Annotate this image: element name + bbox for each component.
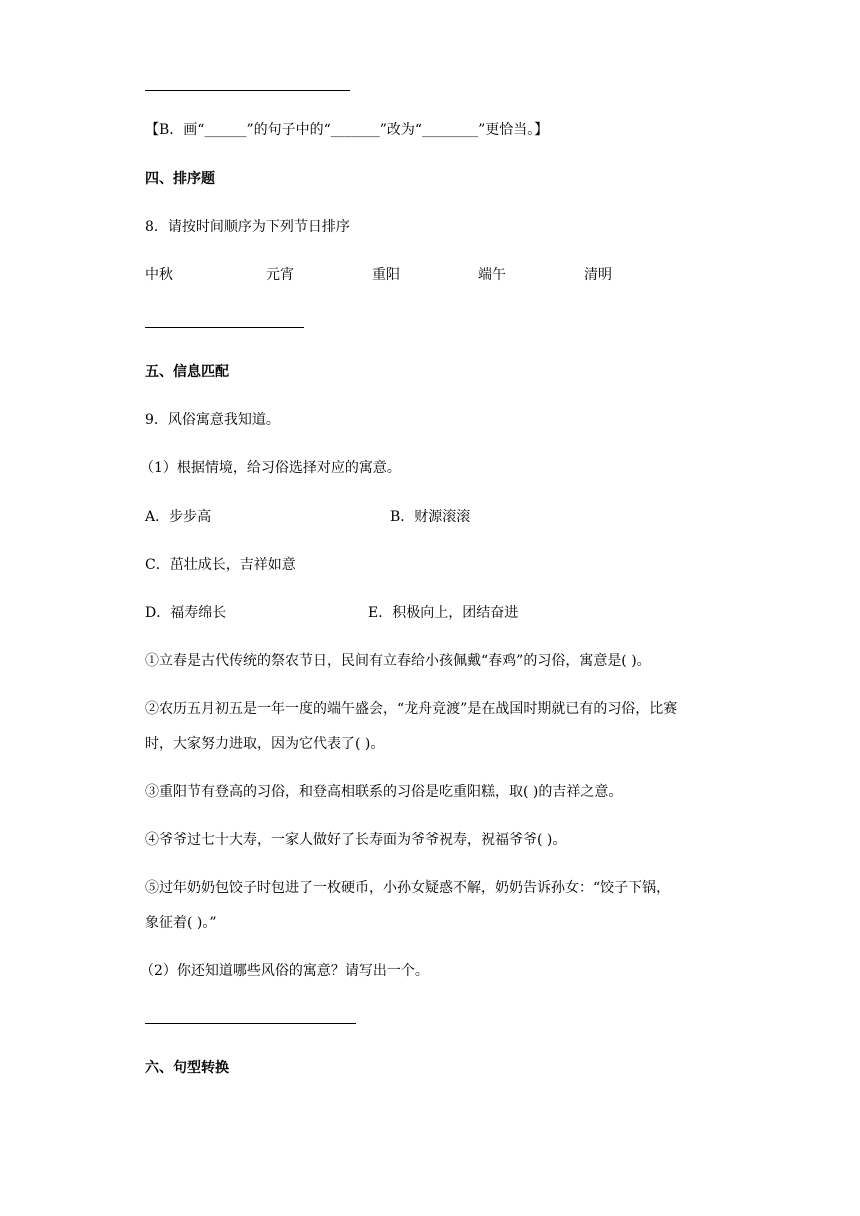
q9-option-d: D．福寿绵长: [145, 605, 227, 621]
q9-item-5: ⑤过年奶奶包饺子时包进了一枚硬币，小孙女疑惑不解，奶奶告诉孙女：“饺子下锅，: [145, 880, 671, 896]
section6-title: 六、句型转换: [145, 1060, 229, 1076]
q9-part1: （1）根据情境，给习俗选择对应的寓意。: [140, 460, 401, 476]
answer-line-q8[interactable]: [145, 327, 304, 328]
q8-stem: 8．请按时间顺序为下列节日排序: [145, 219, 350, 235]
festival-item: 中秋: [145, 267, 173, 283]
q9-stem: 9．风俗寓意我知道。: [145, 412, 280, 428]
festival-item: 元宵: [266, 267, 294, 283]
q9-option-c: C．茁壮成长，吉祥如意: [145, 557, 296, 573]
q9-item-2: ②农历五月初五是一年一度的端午盛会，“龙舟竞渡”是在战国时期就已有的习俗，比赛: [145, 701, 678, 717]
q9-item-5-cont: 象征着( )。”: [145, 915, 217, 931]
festival-item: 重阳: [372, 267, 400, 283]
q9-option-e: E．积极向上，团结奋进: [368, 605, 519, 621]
festival-item: 清明: [584, 267, 612, 283]
q9-option-a: A．步步高: [145, 509, 212, 525]
q9-part2: （2）你还知道哪些风俗的寓意？请写出一个。: [140, 963, 429, 979]
q9-item-3: ③重阳节有登高的习俗，和登高相联系的习俗是吃重阳糕，取( )的吉祥之意。: [145, 784, 623, 800]
festival-item: 端午: [478, 267, 506, 283]
q9-item-2-cont: 时，大家努力进取，因为它代表了( )。: [145, 736, 385, 752]
q-b-note: 【B．画“______”的句子中的“_______”改为“________”更恰当。】: [145, 122, 549, 138]
q9-item-1: ①立春是古代传统的祭农节日，民间有立春给小孩佩戴“春鸡”的习俗，寓意是( )。: [145, 653, 651, 669]
answer-line-top[interactable]: [145, 90, 350, 91]
q9-item-4: ④爷爷过七十大寿，一家人做好了长寿面为爷爷祝寿，祝福爷爷( )。: [145, 832, 567, 848]
section5-title: 五、信息匹配: [145, 364, 229, 380]
section4-title: 四、排序题: [145, 171, 215, 187]
q9-option-b: B．财源滚滚: [390, 509, 471, 525]
answer-line-q9[interactable]: [145, 1023, 356, 1024]
